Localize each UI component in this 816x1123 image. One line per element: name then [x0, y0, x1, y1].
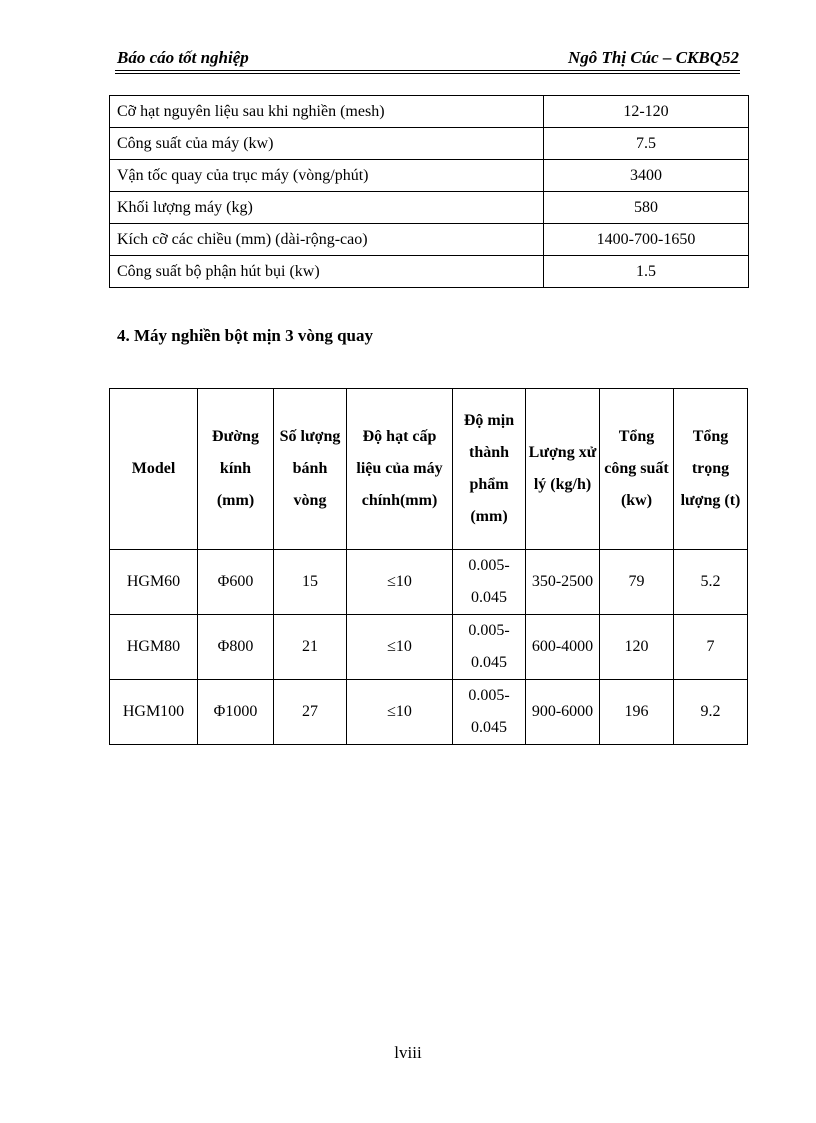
col-header-model: Model [110, 389, 198, 550]
spec-label: Cỡ hạt nguyên liệu sau khi nghiền (mesh) [110, 96, 544, 128]
spec-value: 1400-700-1650 [544, 224, 749, 256]
cell-fineness: 0.005-0.045 [453, 615, 526, 680]
spec-label: Kích cỡ các chiều (mm) (dài-rộng-cao) [110, 224, 544, 256]
header-report-title: Báo cáo tốt nghiệp [117, 48, 249, 67]
cell-ring-count: 15 [274, 550, 347, 615]
table-row [110, 96, 749, 128]
spec-value: 1.5 [544, 256, 749, 288]
cell-weight: 5.2 [674, 550, 748, 615]
spec-label: Vận tốc quay của trục máy (vòng/phút) [110, 160, 544, 192]
header-row [110, 389, 748, 550]
page-header [117, 48, 739, 70]
table-row [110, 224, 749, 256]
col-header-feed-size: Độ hạt cấp liệu của máy chính(mm) [347, 389, 453, 550]
table-row [110, 615, 748, 680]
table-row [110, 128, 749, 160]
cell-feed-size: ≤10 [347, 550, 453, 615]
col-header-capacity: Lượng xử lý (kg/h) [526, 389, 600, 550]
col-header-fineness: Độ mịn thành phẩm (mm) [453, 389, 526, 550]
cell-model: HGM60 [110, 550, 198, 615]
header-rule [115, 70, 740, 71]
page-number: lviii [394, 1043, 422, 1062]
cell-feed-size: ≤10 [347, 615, 453, 680]
spec-label: Công suất của máy (kw) [110, 128, 544, 160]
cell-feed-size: ≤10 [347, 680, 453, 745]
cell-power: 120 [600, 615, 674, 680]
spec-value: 580 [544, 192, 749, 224]
cell-capacity: 600-4000 [526, 615, 600, 680]
cell-power: 196 [600, 680, 674, 745]
cell-capacity: 350-2500 [526, 550, 600, 615]
cell-diameter: Φ600 [198, 550, 274, 615]
header-rule-double [115, 73, 740, 74]
col-header-weight: Tổng trọng lượng (t) [674, 389, 748, 550]
spec-value: 7.5 [544, 128, 749, 160]
table-row [110, 550, 748, 615]
model-table [109, 388, 748, 745]
table-row [110, 192, 749, 224]
spec-value: 12-120 [544, 96, 749, 128]
table-row [110, 160, 749, 192]
cell-diameter: Φ1000 [198, 680, 274, 745]
cell-ring-count: 21 [274, 615, 347, 680]
section-title: 4. Máy nghiền bột mịn 3 vòng quay [117, 326, 373, 345]
cell-model: HGM100 [110, 680, 198, 745]
col-header-ring-count: Số lượng bánh vòng [274, 389, 347, 550]
cell-weight: 9.2 [674, 680, 748, 745]
cell-ring-count: 27 [274, 680, 347, 745]
spec-label: Khối lượng máy (kg) [110, 192, 544, 224]
cell-fineness: 0.005-0.045 [453, 680, 526, 745]
cell-capacity: 900-6000 [526, 680, 600, 745]
table-row [110, 256, 749, 288]
spec-table [109, 95, 749, 288]
spec-value: 3400 [544, 160, 749, 192]
cell-power: 79 [600, 550, 674, 615]
table-row [110, 680, 748, 745]
cell-model: HGM80 [110, 615, 198, 680]
col-header-power: Tổng công suất (kw) [600, 389, 674, 550]
header-author: Ngô Thị Cúc – CKBQ52 [568, 48, 739, 67]
cell-diameter: Φ800 [198, 615, 274, 680]
cell-fineness: 0.005-0.045 [453, 550, 526, 615]
cell-weight: 7 [674, 615, 748, 680]
spec-label: Công suất bộ phận hút bụi (kw) [110, 256, 544, 288]
col-header-diameter: Đường kính (mm) [198, 389, 274, 550]
